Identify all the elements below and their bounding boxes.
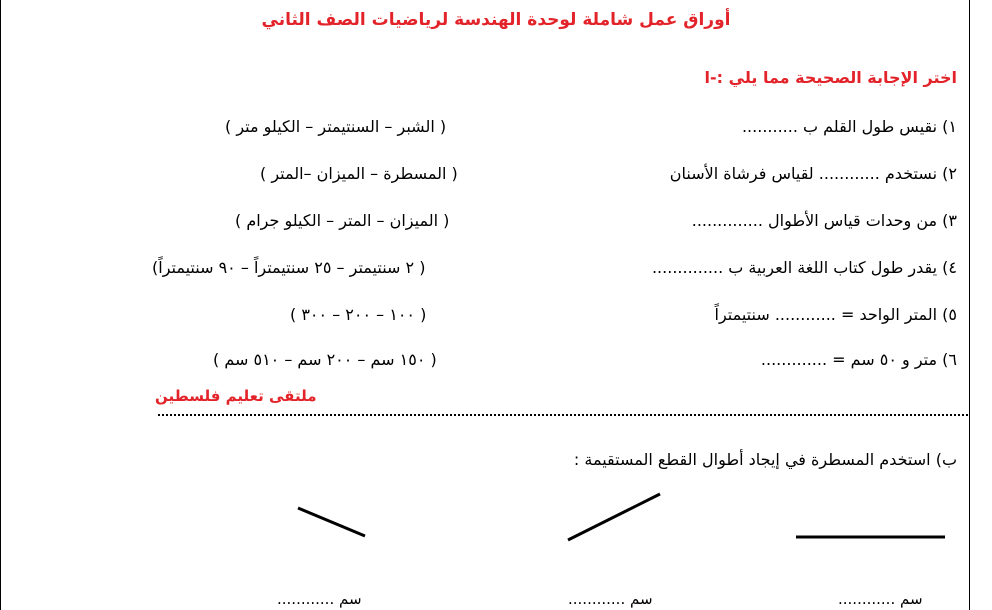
- question-6-options: ( ١٥٠ سم – ٢٠٠ سم – ٥١٠ سم ): [213, 350, 437, 369]
- watermark-text: ملتقى تعليم فلسطين: [155, 387, 317, 405]
- section-a-heading: اختر الإجابة الصحيحة مما يلي :-ا: [704, 68, 957, 87]
- question-5: ٥) المتر الواحد = ............ سنتيمتراً: [714, 305, 957, 324]
- answer-blank-2: سم ............: [568, 590, 653, 608]
- question-4-options: ( ٢ سنتيمتر – ٢٥ سنتيمتراً – ٩٠ سنتيمتراً): [152, 258, 426, 277]
- question-3-options: ( الميزان – المتر – الكيلو جرام ): [235, 211, 450, 230]
- question-5-options: ( ١٠٠ – ٢٠٠ – ٣٠٠ ): [290, 305, 427, 324]
- section-b-heading: ب) استخدم المسطرة في إيجاد أطوال القطع المستقيمة :: [573, 450, 957, 469]
- line-segment-1: [298, 508, 365, 536]
- question-1: ١) نقيس طول القلم ب ...........: [741, 117, 957, 136]
- question-3: ٣) من وحدات قياس الأطوال ..............: [691, 211, 957, 230]
- answer-blank-1: سم ............: [277, 590, 362, 608]
- answer-blank-3: سم ............: [838, 590, 923, 608]
- question-2-options: ( المسطرة – الميزان –المتر ): [260, 164, 458, 183]
- question-4: ٤) يقدر طول كتاب اللغة العربية ب ..............: [651, 258, 957, 277]
- question-1-options: ( الشبر – السنتيمتر – الكيلو متر ): [225, 117, 447, 136]
- line-segment-2: [568, 494, 660, 540]
- question-6: ٦) متر و ٥٠ سم = .............: [760, 350, 957, 369]
- worksheet-title: أوراق عمل شاملة لوحدة الهندسة لرياضيات الصف الثاني: [261, 10, 731, 30]
- question-2: ٢) نستخدم ............ لقياس فرشاة الأسنان: [669, 164, 957, 183]
